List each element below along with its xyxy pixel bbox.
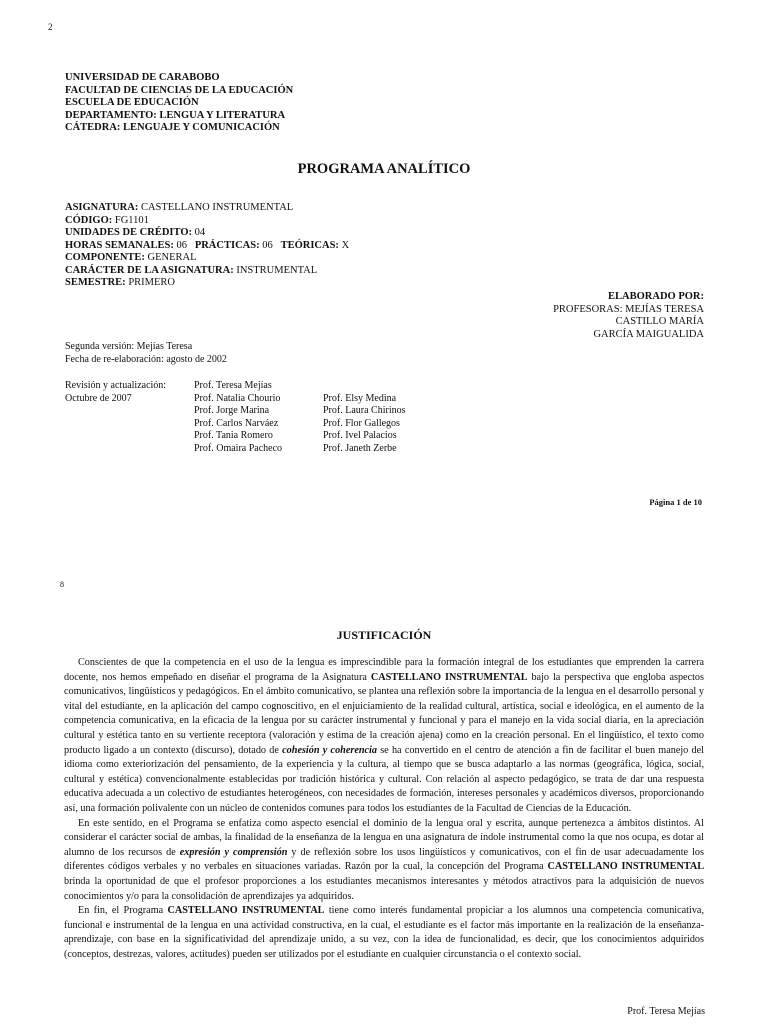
professor-name: Prof. Teresa Mejías — [194, 380, 272, 391]
professor-name: Prof. Carlos Narváez — [194, 417, 279, 429]
info-caracter: CARÁCTER DE LA ASIGNATURA: INSTRUMENTAL — [65, 264, 318, 276]
header-line-school: ESCUELA DE EDUCACIÓN — [65, 97, 199, 109]
section-title: JUSTIFICACIÓN — [336, 628, 432, 642]
revision-col-3 — [323, 380, 463, 455]
revision-label: Revisión y actualización: — [65, 380, 167, 391]
header-line-department: DEPARTAMENTO: LENGUA Y LITERATURA — [65, 109, 286, 121]
elaborado-heading: ELABORADO POR: — [608, 291, 704, 302]
professor-name: Prof. Ivel Palacios — [323, 430, 397, 441]
professor-name: Prof. Laura Chirinos — [323, 405, 406, 416]
professor-name: Prof. Jorge Marina — [194, 405, 270, 416]
info-codigo: CÓDIGO: FG1101 — [65, 214, 149, 226]
info-unidades: UNIDADES DE CRÉDITO: 04 — [65, 227, 206, 238]
revision-col-2 — [194, 380, 324, 455]
elaborado-line: PROFESORAS: MEJÍAS TERESA — [553, 303, 704, 315]
elaborado-line: CASTILLO MARÍA — [615, 316, 704, 328]
elaborado-por — [553, 291, 704, 341]
header-line-chair: CÁTEDRA: LENGUAJE Y COMUNICACIÓN — [65, 122, 280, 134]
page-marker: 8 — [60, 580, 64, 589]
version-line: Segunda versión: Mejías Teresa — [65, 341, 193, 352]
page-count: Página 1 de 10 — [649, 497, 702, 507]
paragraph: En este sentido, en el Programa se enfatiza como aspecto esencial el dominio de la lengua oral y escrita, aunque pertenezca a ámbitos distintos. Al considerar el carácter social de ambas, la finalidad de la enseñanza de la lengua en una asignatura de índole instrumental como la que nos ocupa, es dotar al alumno de los recursos de expresión y comprensión y de reflexión sobre los usos lingüísticos y comunicativos, con el fin de usar adecuadamente los diferentes códigos verbales y no verbales en situaciones variadas. Razón por la cual, la concepción del Programa CASTELLANO INSTRUMENTAL brinda la oportunidad de que el profesor proporciones a los estudiantes mecanismos interesantes y métodos atractivos para la adquisición de nuevos conocimientos y/o para la consolidación de aprendizajes ya adquiridos. — [64, 817, 704, 902]
info-componente: COMPONENTE: GENERAL — [65, 252, 197, 263]
professor-name: Prof. Flor Gallegos — [323, 417, 400, 429]
elaborado-line: GARCÍA MAIGUALIDA — [593, 328, 704, 340]
version-info — [65, 341, 227, 366]
institution-header — [65, 72, 293, 135]
paragraph: En fin, el Programa CASTELLANO INSTRUMENTAL tiene como interés fundamental propiciar a los alumnos una competencia comunicativa, funcional e instrumental de la lengua en una actividad constructiva, en la cual, el estudiante es el factor más importante en la realización de la enseñanza-aprendizaje, con base en la significatividad del aprendizaje unido, a su vez, con la idea de funcionalidad, es decir, que los conocimientos adquiridos (conceptos, destrezas, valores, actitudes) pueden ser utilizados por el estudiante en cualquier circunstancia o el contexto social. — [64, 905, 704, 960]
professor-name: Prof. Elsy Medina — [323, 392, 397, 404]
professor-name: Prof. Janeth Zerbe — [323, 442, 397, 454]
revision-labels — [65, 380, 195, 405]
version-date: Fecha de re-elaboración: agosto de 2002 — [65, 353, 227, 365]
revision-date: Octubre de 2007 — [65, 392, 132, 404]
page-number: 2 — [48, 22, 53, 32]
justification-body — [64, 656, 704, 962]
professor-name: Prof. Tania Romero — [194, 430, 273, 441]
header-line-faculty: FACULTAD DE CIENCIAS DE LA EDUCACIÓN — [65, 84, 294, 96]
paragraph: Conscientes de que la competencia en el uso de la lengua es imprescindible para la formación integral de los estudiantes que emprenden la carrera docente, nos hemos empeñado en diseñar el programa de la Asignatura CASTELLANO INSTRUMENTAL bajo la perspectiva que engloba aspectos comunicativos, lingüísticos y pedagógicos. En el ámbito comunicativo, se plantea una reflexión sobre la importancia de la lengua en el desarrollo personal y vital del estudiante, en la aplicación del campo cognoscitivo, en el enjuiciamiento de la realidad cultural, artística, social e ideológica, en el aumento de la competencia comunicativa, en la eficacia de la lengua por su carácter instrumental y funcional y para el manejo en la vida social diaria, en la apreciación cultural y estética tanto en su vertiente receptora (valoración y estima de la creación ajena) como en la creación personal. En el lingüístico, el texto como producto ligado a un contexto (discurso), dotado de cohesión y coherencia se ha convertido en el centro de atención a fin de facilitar el buen manejo del idioma como exteriorización del pensamiento, de la experiencia y la cultura, al tiempo que se busca adaptarlo a las normas (geográfica, lógica, social, cultural y estética) convencionalmente establecidas por tradición histórica y cultural. Con relación al aspecto pedagógico, se trata de dar una respuesta educativa adecuada a un colectivo de estudiantes heterogéneos, con necesidades de formación, intereses personales y académicos diversos, proporcionando así, una formación polivalente con un núcleo de contenidos comunes para todos los estudiantes de la Facultad de Ciencias de la Educación. — [64, 657, 704, 814]
header-line-university: UNIVERSIDAD DE CARABOBO — [65, 72, 220, 83]
professor-name: Prof. Natalia Chourio — [194, 392, 281, 404]
spacer — [323, 380, 463, 393]
course-info — [65, 202, 349, 290]
info-horas: HORAS SEMANALES: 06 PRÁCTICAS: 06 TEÓRICAS: X — [65, 239, 350, 251]
document-title: PROGRAMA ANALÍTICO — [297, 161, 471, 177]
signature: Prof. Teresa Mejías — [627, 1006, 705, 1017]
professor-name: Prof. Omaira Pacheco — [194, 442, 283, 454]
info-semestre: SEMESTRE: PRIMERO — [65, 277, 175, 288]
info-asignatura: ASIGNATURA: CASTELLANO INSTRUMENTAL — [65, 202, 294, 213]
